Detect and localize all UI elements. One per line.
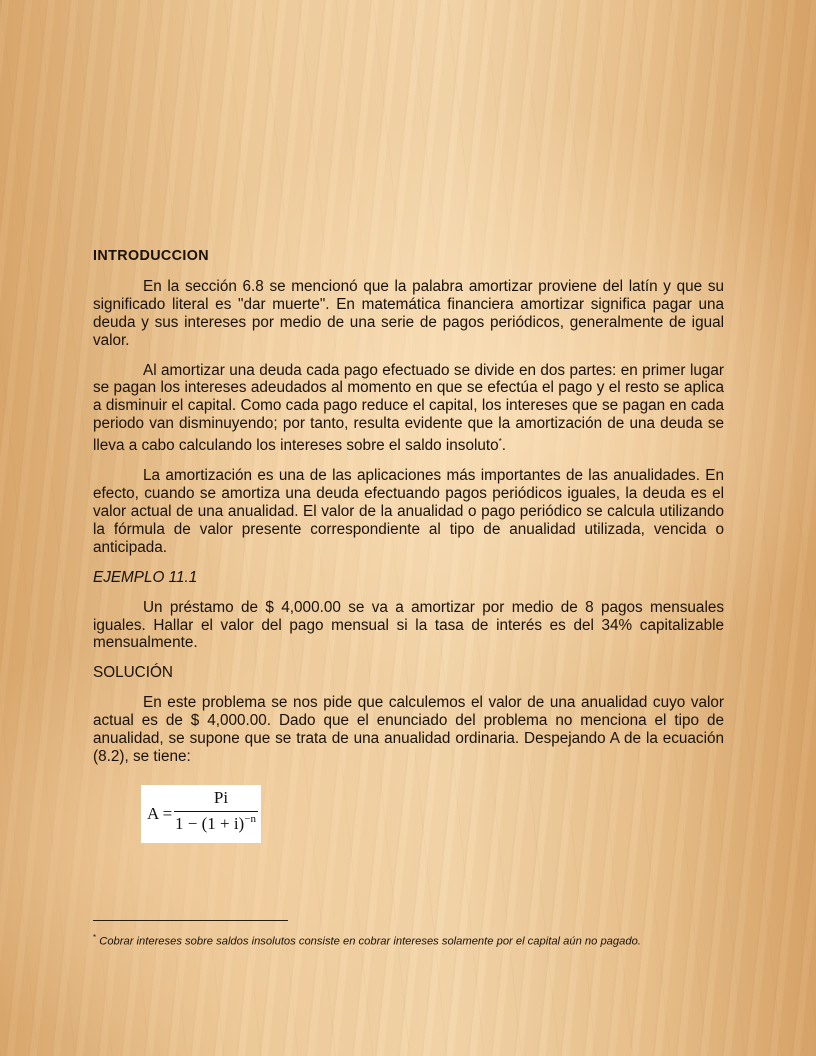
footnote-divider [93, 920, 288, 921]
formula-denominator [175, 814, 256, 834]
footnote-reference: * [498, 437, 502, 447]
paragraph-amortizar-definition: En la sección 6.8 se mencionó que la palabra amortizar proviene del latín y que su significado literal es "dar muerte". En matemática financiera amortizar significa pagar una deuda y sus intereses por medio de una serie de pagos periódicos, generalmente de igual valor. [93, 277, 724, 349]
section-heading: INTRODUCCION [93, 248, 209, 264]
footnote-mark: * [93, 933, 97, 942]
formula-denominator-base: 1 − (1 + i) [175, 814, 245, 833]
solution-label: SOLUCIÓN [93, 664, 173, 682]
paragraph-example-statement: Un préstamo de $ 4,000.00 se va a amortizar por medio de 8 pagos mensuales iguales. Hallar el valor del pago mensual si la tasa de interés es del 34% capitalizable mensualmente. [93, 598, 724, 652]
footnote-text: Cobrar intereses sobre saldos insolutos consiste en cobrar intereses solamente por el capital aún no pagado. [99, 935, 641, 948]
formula-exponent: −n [244, 813, 256, 825]
paragraph-solution: En este problema se nos pide que calculemos el valor de una anualidad cuyo valor actual es de $ 4,000.00. Dado que el enunciado del problema no menciona el tipo de anualidad, se supone que se trata de una anualidad ordinaria. Despejando A de la ecuación (8.2), se tiene: [93, 694, 724, 765]
page-body [93, 248, 724, 778]
formula-lhs: A = [147, 804, 173, 823]
formula-numerator: Pi [213, 788, 229, 807]
footnote [93, 931, 718, 949]
paragraph-end-period: . [501, 437, 506, 455]
paragraph-amortizar-process [93, 362, 724, 456]
formula-image [141, 785, 261, 843]
paragraph-amortizar-process-text: Al amortizar una deuda cada pago efectuado se divide en dos partes: en primer lugar se pagan los intereses adeudados al momento en que se efectúa el pago y el resto se aplica a disminuir el capital. Como cada pago reduce el capital, los intereses que se pagan en cada periodo van disminuyendo; por tanto, resulta evidente que la amortización de una deuda se lleva a cabo calculando los intereses sobre el saldo insoluto [93, 361, 724, 455]
paragraph-anualidades: La amortización es una de las aplicaciones más importantes de las anualidades. En efecto, cuando se amortiza una deuda efectuando pagos periódicos iguales, la deuda es el valor actual de una anualidad. El valor de la anualidad o pago periódico se calcula utilizando la fórmula de valor presente correspondiente al tipo de anualidad utilizada, vencida o anticipada. [93, 467, 724, 556]
example-label: EJEMPLO 11.1 [93, 568, 198, 586]
